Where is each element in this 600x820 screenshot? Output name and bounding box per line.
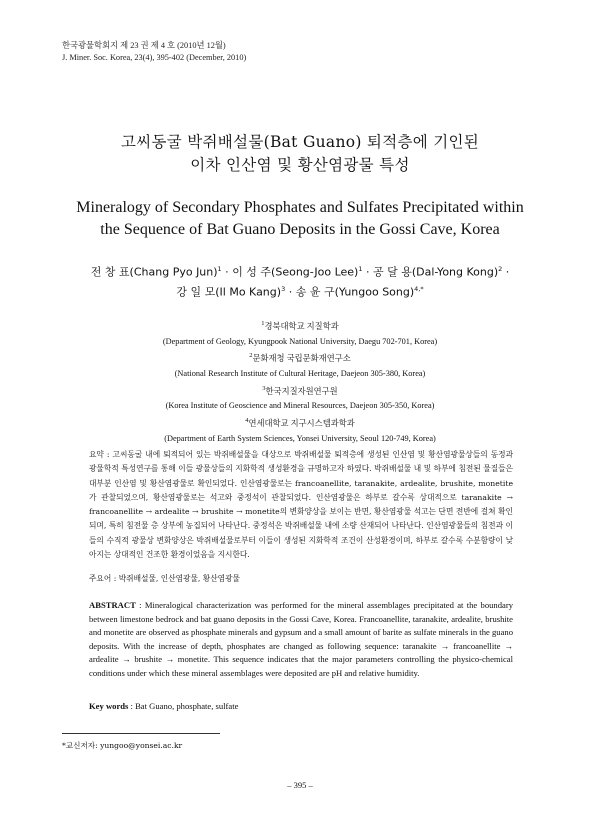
author-affil-mark: 1 <box>217 265 222 273</box>
affiliation-mark: 3 <box>262 384 266 392</box>
affiliation-en: (Department of Geology, Kyungpook National University, Daegu 702-701, Korea) <box>162 336 438 346</box>
author-separator: · <box>362 265 373 279</box>
title-ko-line2: 이차 인산염 및 황산염광물 특성 <box>190 156 410 174</box>
author-separator: · <box>285 285 296 299</box>
affiliation-mark: 1 <box>261 320 265 327</box>
affiliation-ko <box>0 382 600 400</box>
author-name: 강 일 모(Il Mo Kang) <box>176 285 282 299</box>
author-name: 이 성 주(Seong-Joo Lee) <box>232 265 359 279</box>
abstract-ko-label: 요약 <box>89 450 104 459</box>
affiliation-ko <box>0 349 600 367</box>
author-line-2 <box>0 281 600 301</box>
keywords-korean <box>89 573 513 585</box>
keywords-ko-label: 주요어 <box>89 574 112 583</box>
affiliation-list <box>0 317 600 446</box>
affiliation-name-ko: 연세대학교 지구시스템과학과 <box>248 418 355 428</box>
author-affil-mark: 1 <box>358 265 363 273</box>
affiliation-en: (Department of Earth System Sciences, Yonsei University, Seoul 120-749, Korea) <box>164 433 436 443</box>
keywords-en-label: Key words <box>89 701 129 711</box>
affiliation-en: (Korea Institute of Geoscience and Mineral Resources, Daejeon 305-350, Korea) <box>165 401 435 411</box>
author-list <box>0 261 600 300</box>
affiliation-name-ko: 문화재청 국립문화재연구소 <box>252 354 351 364</box>
page-number: – 395 – <box>287 780 313 790</box>
author-affil-mark: 2 <box>498 265 503 273</box>
author-affil-mark: 4,* <box>414 284 424 293</box>
abstract-ko-text: : 고씨동굴 내에 퇴적되어 있는 박쥐배설물을 대상으로 박쥐배설물 퇴적층에 생성된 인산염 및 황산염광물상들의 동정과 광물학적 특성연구를 통해 이들 광물상들의 지화학적 생성환경을 규명하고자 하였다. 박쥐배설물 내 및 하부에 침전된 물질들은 대부분 인산염 및 황산염광물로 확인되었다. 인산염광물로는 francoanellite, taranakite, ardealite, brushite, monetite가 관찰되었으며, 황산염광물로는 석고와 중정석이 관찰되었다. 인산염광물은 하부로 갈수록 상대적으로 taranakite → francoanellite → ardealite → brushite → monetite의 변화양상을 보이는 반면, 황산염광물 석고는 단면 전반에 걸쳐 확인되며, 특히 침전물 층 상부에 농집되어 나타난다. 중정석은 박쥐배설물 내에 소량 산재되어 나타난다. 인산염광물들의 침전과 이들의 수직적 광물상 변화양상은 박쥐배설물로부터 이들이 생성된 지화학적 조건이 산성환경이며, 하부로 갈수록 수분함량이 낮아지는 상대적인 건조한 환경이었음을 지시한다. <box>89 450 513 560</box>
affiliation-ko <box>0 414 600 432</box>
author-name: 공 달 용(Dal-Yong Kong) <box>372 265 499 279</box>
abstract-en-label: ABSTRACT <box>89 600 136 610</box>
abstract-korean <box>89 448 513 562</box>
affiliation-ko <box>0 317 600 335</box>
keywords-en-text: : Bat Guano, phosphate, sulfate <box>128 701 239 711</box>
corresponding-author-footnote: *교신저자: yungoo@yonsei.ac.kr <box>62 741 183 750</box>
affiliation-name-ko: 한국지질자원연구원 <box>265 386 338 396</box>
footnote-divider <box>62 733 220 734</box>
abstract-en-text: : Mineralogical characterization was performed for the mineral assemblages precipitated at the boundary between limestone bedrock and bat guano deposits in the Gossi Cave, Korea. Francoanellite, taranakite, ardealite, brushite and monetite are observed as phosphate minerals and gypsum and a small amount of barite as sulfate minerals in the guano deposits. With the increase of depth, phosphates are changed as following sequence: taranakite → francoanellite → ardealite → brushite → monetite. This sequence indicates that the major parameters controlling the physico-chemical conditions under which these mineral assemblages were deposited are pH and relative humidity. <box>89 600 513 678</box>
journal-citation-en: J. Miner. Soc. Korea, 23(4), 395-402 (December, 2010) <box>62 53 247 62</box>
title-en-line2: the Sequence of Bat Guano Deposits in the Gossi Cave, Korea <box>100 221 500 238</box>
affiliation-en: (National Research Institute of Cultural Heritage, Daejeon 305-380, Korea) <box>174 368 426 378</box>
keywords-ko-text: : 박쥐배설물, 인산염광물, 황산염광물 <box>111 574 240 583</box>
author-separator: · <box>502 265 510 279</box>
author-affil-mark: 3 <box>281 284 286 293</box>
abstract-english <box>89 599 513 681</box>
journal-header <box>62 40 246 64</box>
keywords-english <box>89 700 513 712</box>
author-separator: · <box>221 265 233 279</box>
title-ko-line1: 고씨동굴 박쥐배설물(Bat Guano) 퇴적층에 기인된 <box>120 133 480 151</box>
affiliation-mark: 4 <box>245 417 249 425</box>
journal-citation-ko: 한국광물학회지 제 23 권 제 4 호 (2010년 12월) <box>62 41 226 50</box>
affiliation-name-ko: 경북대학교 지질학과 <box>264 321 339 331</box>
title-english <box>0 197 600 241</box>
author-line-1 <box>0 261 600 281</box>
author-name: 송 윤 구(Yungoo Song) <box>295 285 415 299</box>
title-en-line1: Mineralogy of Secondary Phosphates and Sulfates Precipitated within <box>76 199 524 216</box>
title-korean <box>0 131 600 177</box>
author-name: 전 창 표(Chang Pyo Jun) <box>90 265 218 279</box>
affiliation-mark: 2 <box>249 352 253 360</box>
